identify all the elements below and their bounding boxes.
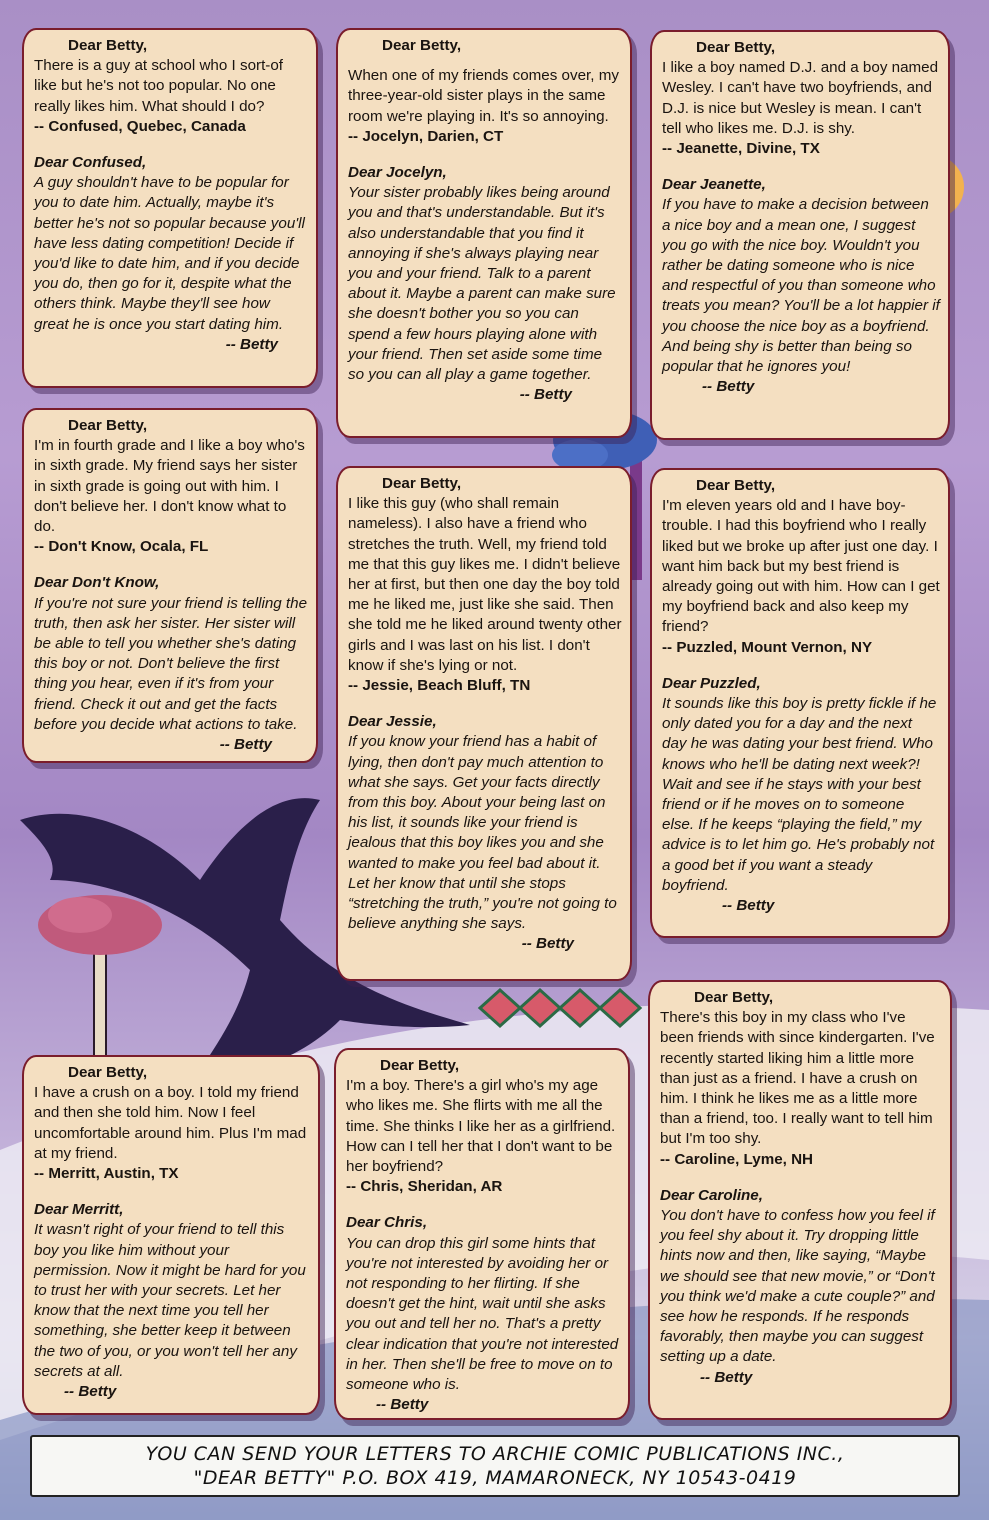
reply-greeting: Dear Caroline, bbox=[660, 1186, 763, 1204]
letter-signature: -- Jeanette, Divine, TX bbox=[662, 140, 820, 158]
letter-card bbox=[336, 466, 632, 981]
letter-card bbox=[650, 468, 950, 938]
letter-text: I like a boy named D.J. and a boy named Wesley. I can't have two boyfriends, and D.J. is nice but Wesley is mean. I can't tell who likes me. D.J. is shy. bbox=[662, 59, 939, 137]
reply-text: You can drop this girl some hints that you're not interested by avoiding her or not responding to her flirting. If she doesn't get the hint, wait until she asks you out and tell her no. That's a pretty clear indication that you're not interested in her. Then she'll be free to move on to someone who is. bbox=[346, 1234, 619, 1394]
letter-card bbox=[648, 980, 952, 1420]
reply-text: It wasn't right of your friend to tell this boy you like him without your permission. Now it might be hard for you to trust her with your secrets. Let her know that the next time you tell her something, she better keep it between the two of you, or you won't tell her any secrets at all. bbox=[34, 1221, 306, 1380]
letter-text: I'm in fourth grade and I like a boy who's in sixth grade. My friend says her sister in sixth grade is going out with him. I don't believe her. I don't know what to do. bbox=[34, 437, 305, 536]
letter-text: I like this guy (who shall remain nameless). I also have a friend who stretches the truth. Well, my friend told me that this guy likes me. I didn't believe her at first, but then one day the boy told me he liked me, just like she said. Then she told me he liked around twenty other girls and I was last on his list. I don't know if she's lying or not. bbox=[348, 495, 622, 674]
letter-text: I'm a boy. There's a girl who's my age who likes me. She flirts with me all the time. She thinks I like her as a girlfriend. How can I tell her that I don't want to be her boyfriend? bbox=[346, 1077, 616, 1176]
reply-greeting: Dear Merritt, bbox=[34, 1201, 124, 1219]
reply-greeting: Dear Chris, bbox=[346, 1214, 428, 1232]
letter-text: When one of my friends comes over, my three-year-old sister plays in the same room we're playing in. It's so annoying. bbox=[348, 67, 619, 125]
reply-greeting: Dear Puzzled, bbox=[662, 674, 761, 692]
letter-greeting: Dear Betty, bbox=[696, 39, 776, 56]
letter-signature: -- Merritt, Austin, TX bbox=[34, 1165, 179, 1183]
letter-greeting: Dear Betty, bbox=[380, 1057, 460, 1074]
letter-greeting: Dear Betty, bbox=[68, 417, 148, 434]
letter-card bbox=[22, 408, 318, 763]
mailing-address-banner bbox=[30, 1435, 960, 1497]
reply-signature: -- Betty bbox=[722, 897, 775, 915]
letter-signature: -- Jessie, Beach Bluff, TN bbox=[348, 677, 531, 695]
letter-greeting: Dear Betty, bbox=[696, 477, 776, 494]
reply-signature: -- Betty bbox=[702, 378, 755, 396]
reply-signature: -- Betty bbox=[700, 1368, 753, 1386]
reply-signature: -- Betty bbox=[519, 386, 572, 404]
letter-greeting: Dear Betty, bbox=[382, 37, 462, 54]
reply-signature: -- Betty bbox=[64, 1383, 117, 1401]
reply-text: If you have to make a decision between a nice boy and a mean one, I suggest you go with the nice boy. Wouldn't you rather be dating someone who is nice and respectful of you than someone who treats you mean? You'll be a lot happier if you choose the nice boy as a boyfriend. And being shy is better than being so popular that he ignores you! bbox=[662, 196, 940, 376]
reply-greeting: Dear Jocelyn, bbox=[348, 164, 447, 182]
letter-text: I'm eleven years old and I have boy-trouble. I had this boyfriend who I really liked but we broke up after just one day. I want him back but my best friend is already going out with him. How can I get my boyfriend back and also keep my friend? bbox=[662, 497, 940, 636]
letter-greeting: Dear Betty, bbox=[382, 475, 462, 492]
reply-text: If you're not sure your friend is telling the truth, then ask her sister. Her sister will be able to tell you whether she's dating this boy or not. Don't believe the first thing you hear, even if it's from your friend. Check it out and get the facts before you decide what actions to take. bbox=[34, 594, 308, 733]
reply-signature: -- Betty bbox=[219, 736, 272, 754]
letter-signature: -- Puzzled, Mount Vernon, NY bbox=[662, 638, 873, 656]
letter-card bbox=[650, 30, 950, 440]
letter-signature: -- Jocelyn, Darien, CT bbox=[348, 127, 504, 145]
reply-greeting: Dear Don't Know, bbox=[34, 574, 160, 592]
reply-text: Your sister probably likes being around you and that's understandable. But it's also understandable that you find it annoying if she's always playing near you and your friend. Talk to a parent about it. Maybe a parent can make sure she doesn't bother you so you can spend a few hours playing alone with your friend. Then set aside some time so you can all play a game together. bbox=[348, 184, 616, 384]
letter-signature: -- Chris, Sheridan, AR bbox=[346, 1178, 503, 1196]
reply-greeting: Dear Jeanette, bbox=[662, 176, 766, 194]
letter-card bbox=[334, 1048, 630, 1420]
reply-signature: -- Betty bbox=[376, 1396, 429, 1414]
letter-text: There is a guy at school who I sort-of like but he's not too popular. No one really likes him. What should I do? bbox=[34, 57, 284, 115]
reply-signature: -- Betty bbox=[521, 935, 574, 953]
letter-card bbox=[22, 28, 318, 388]
address-line-2: "DEAR BETTY" P.O. BOX 419, MAMARONECK, NY 10543-0419 bbox=[193, 1467, 797, 1489]
letter-signature: -- Don't Know, Ocala, FL bbox=[34, 538, 209, 556]
letter-greeting: Dear Betty, bbox=[694, 989, 774, 1006]
reply-greeting: Dear Jessie, bbox=[348, 713, 437, 731]
letter-card bbox=[22, 1055, 320, 1415]
letter-text: I have a crush on a boy. I told my friend and then she told him. Now I feel uncomfortable around him. Plus I'm mad at my friend. bbox=[34, 1084, 307, 1162]
reply-text: If you know your friend has a habit of lying, then don't pay much attention to what she says. Get your facts directly from this boy. About your being last on his list, it sounds like your friend is jealous that this boy likes you and she wanted to make you feel bad about it. Let her know that until she stops “stretching the truth,” you're not going to believe anything she says. bbox=[348, 733, 617, 933]
reply-signature: -- Betty bbox=[225, 335, 278, 353]
reply-text: It sounds like this boy is pretty fickle if he only dated you for a day and the next day he was dating your best friend. Who knows who he'll be dating next week?! Wait and see if he stays with your best friend or if he moves on to someone else. If he keeps “playing the field,” my advice is to let him go. He's probably not a good bet if you want a steady boyfriend. bbox=[662, 695, 937, 894]
reply-greeting: Dear Confused, bbox=[34, 154, 147, 172]
reply-text: A guy shouldn't have to be popular for you to date him. Actually, maybe it's better he's not so popular because you'll have less dating competition! Decide if you'd like to date him, and if you decide you do, then go for it, despite what the others think. Maybe they'll see how great he is once you start dating him. bbox=[34, 174, 305, 333]
address-line-1: YOU CAN SEND YOUR LETTERS TO ARCHIE COMIC PUBLICATIONS INC., bbox=[145, 1443, 845, 1465]
reply-text: You don't have to confess how you feel if you feel shy about it. Try dropping little hints now and then, like saying, “Maybe we should see that new movie,” or “Don't you think we'd make a cute couple?” and see how he responds. If he responds favorably, then maybe you can suggest setting up a date. bbox=[660, 1207, 935, 1366]
letter-signature: -- Caroline, Lyme, NH bbox=[660, 1150, 814, 1168]
letter-text: There's this boy in my class who I've been friends with since kindergarten. I've recently started liking him a little more than just as a friend. I have a crush on him. I think he likes me as a little more than a friend, too. I really want to tell him but I'm too shy. bbox=[660, 1009, 935, 1148]
letter-greeting: Dear Betty, bbox=[68, 37, 148, 54]
letter-card bbox=[336, 28, 632, 438]
letter-greeting: Dear Betty, bbox=[68, 1064, 148, 1081]
letter-signature: -- Confused, Quebec, Canada bbox=[34, 117, 246, 135]
